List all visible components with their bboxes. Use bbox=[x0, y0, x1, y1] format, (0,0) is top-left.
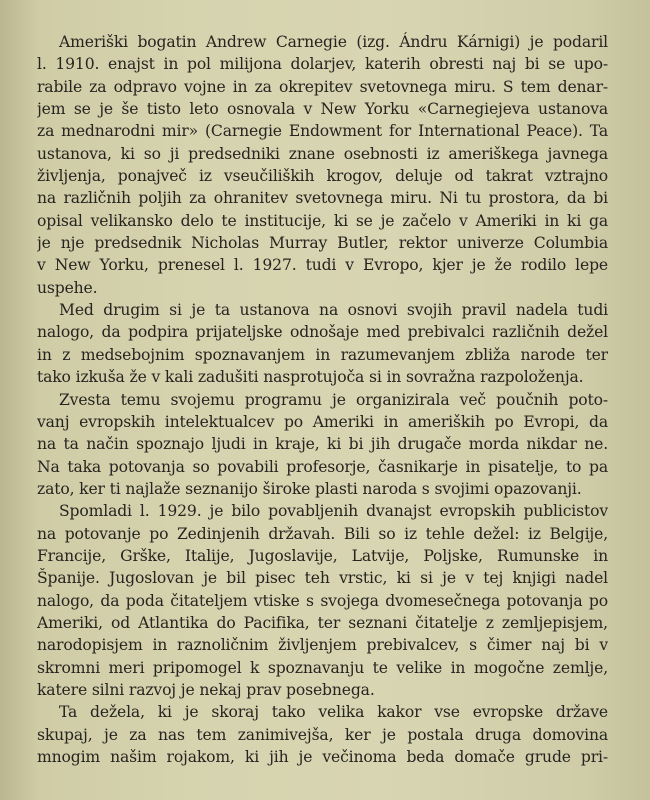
text-line: jem se je še tisto leto osnovala v New Yorku «Carnegiejeva ustanova bbox=[37, 100, 608, 119]
text-line: opisal velikansko delo te institucije, ki se je začelo v Ameriki in ki ga bbox=[37, 211, 608, 230]
text-line: l. 1910. enajst in pol milijona dolarjev, katerih obresti naj bi se upo- bbox=[37, 55, 608, 74]
text-line: na ta način spoznajo ljudi in kraje, ki bi jih drugače morda nikdar ne. bbox=[37, 435, 608, 454]
text-line: Na taka potovanja so povabili profesorje, časnikarje in pisatelje, to pa bbox=[37, 457, 608, 476]
text-line: uspehe. bbox=[37, 278, 98, 297]
text-line: Ameriški bogatin Andrew Carnegie (izg. Ándru Kárnigi) je podaril bbox=[59, 33, 608, 51]
text-line: Med drugim si je ta ustanova na osnovi svojih pravil nadela tudi bbox=[59, 301, 608, 320]
text-line: je nje predsednik Nicholas Murray Butler, rektor univerze Columbia bbox=[37, 234, 608, 253]
text-line: za mednarodni mir» (Carnegie Endowment for International Peace). Ta bbox=[37, 122, 608, 141]
text-line: tako izkuša že v kali zadušiti nasprotujoča si in sovražna razpoloženja. bbox=[37, 368, 584, 387]
text-line: v New Yorku, prenesel l. 1927. tudi v Evropo, kjer je že rodilo lepe bbox=[37, 256, 608, 275]
text-line: nalogo, da poda čitateljem vtiske s svojega dvomesečnega potovanja po bbox=[37, 591, 608, 610]
text-line: Zvesta temu svojemu programu je organizirala več poučnih poto- bbox=[59, 390, 608, 409]
text-line: zato, ker ti najlaže seznanijo široke plasti naroda s svojimi opazovanji. bbox=[37, 479, 582, 498]
text-line: in z medsebojnim spoznavanjem in razumevanjem zbliža narode ter bbox=[37, 345, 608, 364]
text-line: Španije. Jugoslovan je bil pisec teh vrstic, ki si je v tej knjigi nadel bbox=[37, 569, 608, 588]
text-line: vanj evropskih intelektualcev po Ameriki in ameriških po Evropi, da bbox=[37, 412, 608, 431]
text-line: Spomladi l. 1929. je bilo povabljenih dvanajst evropskih publicistov bbox=[59, 502, 608, 521]
text-line: na potovanje po Zedinjenih državah. Bili so iz tehle dežel: iz Belgije, bbox=[37, 524, 608, 543]
text-line: nalogo, da podpira prijateljske odnošaje med prebivalci različnih dežel bbox=[37, 323, 608, 342]
text-line: Ta dežela, ki je skoraj tako velika kakor vse evropske države bbox=[59, 703, 608, 722]
text-line: na različnih poljih za ohranitev svetovnega miru. Ni tu prostora, da bi bbox=[37, 189, 608, 208]
text-line: narodopisjem in raznoličnim življenjem prebivalcev, s čimer naj bi v bbox=[37, 636, 608, 655]
paragraph bbox=[37, 389, 608, 501]
text-line: rabile za odpravo vojne in za okrepitev svetovnega miru. S tem denar- bbox=[37, 77, 608, 96]
text-line: življenja, ponajveč iz vseučiliških krogov, deluje od takrat vztrajno bbox=[37, 167, 608, 186]
text-line: Ameriki, od Atlantika do Pacifika, ter seznani čitatelje z zemljepisjem, bbox=[37, 613, 608, 632]
text-line: Francije, Grške, Italije, Jugoslavije, Latvije, Poljske, Rumunske in bbox=[37, 546, 608, 565]
text-line: skupaj, je za nas tem zanimivejša, ker je postala druga domovina bbox=[37, 725, 608, 744]
text-line: skromni meri pripomogel k spoznavanju te velike in mogočne zemlje, bbox=[37, 658, 608, 677]
paragraph bbox=[37, 500, 608, 701]
book-page-text bbox=[37, 31, 608, 768]
paragraph bbox=[37, 31, 608, 299]
text-line: mnogim našim rojakom, ki jih je večinoma beda domače grude pri- bbox=[37, 748, 608, 766]
paragraph bbox=[37, 701, 608, 768]
text-line: ustanova, ki so ji predsedniki znane osebnosti iz ameriškega javnega bbox=[37, 144, 608, 163]
paragraph bbox=[37, 299, 608, 388]
text-line: katere silni razvoj je nekaj prav posebnega. bbox=[37, 680, 375, 699]
